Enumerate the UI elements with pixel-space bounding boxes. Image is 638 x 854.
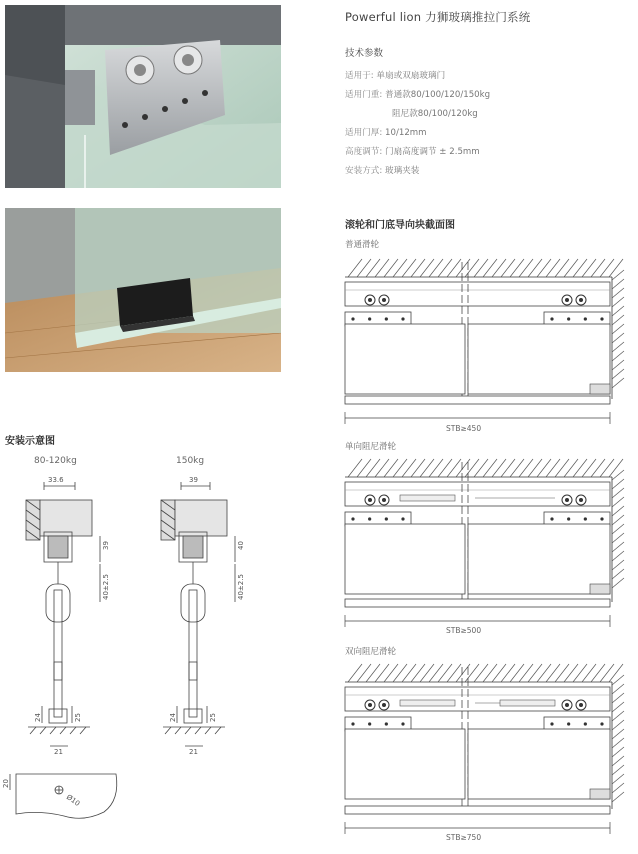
hatch-line: [519, 459, 533, 477]
hatch-line: [612, 578, 624, 588]
hatch-line: [429, 664, 443, 682]
spec-label: 适用于:: [345, 71, 374, 81]
damper-left: [400, 495, 455, 501]
hatch-line: [612, 324, 624, 334]
diagram-label-double-damper: 双向阻尼滑轮: [345, 647, 397, 657]
stopper: [590, 384, 610, 394]
hatch-line: [612, 729, 624, 739]
hatch-line: [564, 459, 578, 477]
install-right-h1: 40: [237, 541, 245, 550]
hatch-line: [612, 783, 624, 793]
hatch-line: [384, 664, 398, 682]
hatch-line: [612, 515, 624, 525]
spec-value: 玻璃夹装: [385, 166, 420, 176]
hatch-line: [483, 459, 497, 477]
floor-strip: [345, 396, 610, 404]
hatch-line: [612, 711, 624, 721]
hatch-line: [366, 664, 380, 682]
screw-dot: [600, 317, 603, 320]
install-weight-right: 150kg: [176, 456, 205, 466]
hatch-line: [528, 459, 542, 477]
hatch-line: [612, 369, 624, 379]
hatch-line: [348, 664, 362, 682]
screw-dot: [385, 517, 388, 520]
stopper: [590, 584, 610, 594]
screw-dot: [550, 722, 553, 725]
screw-dot: [351, 317, 354, 320]
hatch-line: [492, 459, 506, 477]
door-left: [345, 729, 465, 799]
cross-section-diagram-standard: [340, 252, 632, 434]
screw-dot: [401, 517, 404, 520]
screw-dot: [600, 517, 603, 520]
hatch-line: [393, 459, 407, 477]
door-left: [345, 324, 465, 394]
hatch-line: [537, 664, 551, 682]
hatch-line: [612, 792, 624, 802]
hatch-line: [591, 664, 605, 682]
hatch-line: [612, 684, 624, 694]
spec-row-thickness: [345, 126, 427, 138]
spec-value: 阻尼款80/100/120kg: [392, 109, 478, 119]
hatch-line: [384, 259, 398, 277]
floor-guide-photo: [5, 208, 281, 372]
door-right: [468, 729, 610, 799]
screw-dot: [550, 317, 553, 320]
hatch-line: [555, 459, 569, 477]
spec-row-mounting: [345, 164, 419, 176]
hatch-line: [411, 459, 425, 477]
spec-value: 门扇高度调节 ± 2.5mm: [385, 147, 480, 157]
hatch-line: [537, 459, 551, 477]
hatch-line: [528, 664, 542, 682]
hatch-line: [438, 664, 452, 682]
hatch-line: [447, 459, 461, 477]
screw-dot: [550, 517, 553, 520]
hatch-line: [612, 297, 624, 307]
hatch-line: [420, 259, 434, 277]
hatch-line: [609, 664, 623, 682]
diagram-label-standard: 普通滑轮: [345, 240, 380, 250]
hatch-line: [483, 259, 497, 277]
hatch-line: [402, 259, 416, 277]
hatch-line: [375, 664, 389, 682]
hatch-line: [357, 664, 371, 682]
hatch-line: [582, 664, 596, 682]
roller-photo: [5, 5, 281, 188]
hatch-line: [612, 560, 624, 570]
guide-height: 20: [2, 779, 10, 788]
hatch-line: [366, 459, 380, 477]
hatch-line: [600, 259, 614, 277]
hatch-line: [612, 506, 624, 516]
hatch-line: [465, 459, 479, 477]
hatch-line: [546, 664, 560, 682]
hatch-line: [348, 459, 362, 477]
screw-dot: [385, 722, 388, 725]
page-title: Powerful lion 力狮玻璃推拉门系统: [345, 10, 531, 24]
cross-section-diagram-single-damper: [340, 452, 632, 637]
screw-dot: [351, 517, 354, 520]
floor-strip: [345, 806, 610, 814]
hatch-line: [375, 459, 389, 477]
hatch-line: [582, 459, 596, 477]
install-right-b2: 25: [209, 713, 217, 722]
hatch-line: [402, 664, 416, 682]
hatch-line: [612, 569, 624, 579]
hatch-line: [612, 378, 624, 388]
install-right-width: 39: [189, 476, 198, 484]
screw-dot: [584, 517, 587, 520]
screw-dot: [368, 517, 371, 520]
hatch-line: [612, 702, 624, 712]
hatch-line: [501, 459, 515, 477]
hatch-line: [612, 488, 624, 498]
hatch-line: [384, 459, 398, 477]
install-right-bottom: 21: [189, 748, 198, 756]
hatch-line: [612, 342, 624, 352]
hatch-line: [612, 738, 624, 748]
hatch-line: [357, 459, 371, 477]
door-right: [468, 524, 610, 594]
diagram-label-single-damper: 单向阻尼滑轮: [345, 442, 397, 452]
spec-row-applicable: [345, 69, 445, 81]
hatch-line: [537, 259, 551, 277]
hatch-line: [612, 542, 624, 552]
hatch-line: [366, 259, 380, 277]
hatch-line: [612, 333, 624, 343]
hatch-line: [573, 664, 587, 682]
hatch-line: [465, 259, 479, 277]
install-left-b2: 25: [74, 713, 82, 722]
hatch-line: [438, 459, 452, 477]
hatch-line: [501, 259, 515, 277]
install-left-b1: 24: [34, 713, 42, 722]
guide-diameter: Ø10: [64, 793, 82, 808]
hatch-line: [612, 774, 624, 784]
hatch-line: [546, 259, 560, 277]
stopper: [590, 789, 610, 799]
hatch-line: [612, 533, 624, 543]
spec-label: 适用门重:: [345, 90, 383, 100]
screw-dot: [401, 317, 404, 320]
hatch-line: [612, 288, 624, 298]
hatch-line: [519, 664, 533, 682]
hatch-line: [555, 664, 569, 682]
hatch-line: [447, 664, 461, 682]
hatch-line: [609, 259, 623, 277]
install-diagram-left: [20, 472, 120, 754]
hatch-line: [612, 675, 624, 685]
hatch-line: [612, 470, 624, 480]
stb-label-double-damper: STB≥750: [446, 833, 482, 842]
hatch-line: [612, 497, 624, 507]
spec-row-weight-damped: [392, 107, 478, 119]
hatch-line: [612, 270, 624, 280]
hatch-line: [612, 524, 624, 534]
hatch-line: [528, 259, 542, 277]
hatch-line: [612, 693, 624, 703]
screw-dot: [567, 722, 570, 725]
hatch-line: [609, 459, 623, 477]
door-right: [468, 324, 610, 394]
hatch-line: [438, 259, 452, 277]
hatch-line: [429, 459, 443, 477]
door-left: [345, 524, 465, 594]
hatch-line: [429, 259, 443, 277]
hatch-line: [573, 259, 587, 277]
hatch-line: [474, 259, 488, 277]
hatch-line: [600, 664, 614, 682]
screw-dot: [368, 317, 371, 320]
hatch-line: [474, 459, 488, 477]
floor-strip: [345, 599, 610, 607]
screw-dot: [567, 317, 570, 320]
hatch-line: [420, 664, 434, 682]
hatch-line: [420, 459, 434, 477]
hatch-line: [612, 351, 624, 361]
hatch-line: [564, 664, 578, 682]
spec-label: 高度调节:: [345, 147, 383, 157]
hatch-line: [582, 259, 596, 277]
install-left-bottom: 21: [54, 748, 63, 756]
hatch-line: [393, 664, 407, 682]
hatch-line: [555, 259, 569, 277]
hatch-line: [492, 664, 506, 682]
spec-value: 单扇或双扇玻璃门: [376, 71, 446, 81]
specs-heading: 技术参数: [345, 48, 384, 59]
hatch-line: [492, 259, 506, 277]
floor-guide-drawing: [4, 770, 124, 826]
spec-row-weight: [345, 88, 490, 100]
hatch-line: [519, 259, 533, 277]
hatch-line: [483, 664, 497, 682]
hatch-line: [510, 259, 524, 277]
hatch-line: [612, 551, 624, 561]
install-right-adj: 40±2.5: [237, 574, 245, 600]
spec-label: 安装方式:: [345, 166, 383, 176]
install-weight-left: 80-120kg: [34, 456, 77, 466]
hatch-line: [375, 259, 389, 277]
hatch-line: [357, 259, 371, 277]
hatch-line: [510, 664, 524, 682]
screw-dot: [385, 317, 388, 320]
hatch-line: [411, 664, 425, 682]
hatch-line: [411, 259, 425, 277]
hatch-line: [474, 664, 488, 682]
hatch-line: [612, 720, 624, 730]
hatch-line: [402, 459, 416, 477]
hatch-line: [465, 664, 479, 682]
screw-dot: [600, 722, 603, 725]
hatch-line: [612, 747, 624, 757]
spec-row-height-adjust: [345, 145, 480, 157]
hatch-line: [447, 259, 461, 277]
cross-section-diagram-double-damper: [340, 657, 632, 844]
screw-dot: [584, 722, 587, 725]
hatch-line: [612, 479, 624, 489]
install-diagram-right: [155, 472, 255, 754]
screw-dot: [567, 517, 570, 520]
hatch-line: [591, 459, 605, 477]
hatch-line: [501, 664, 515, 682]
install-left-h1: 39: [102, 541, 110, 550]
screw-dot: [368, 722, 371, 725]
hatch-line: [600, 459, 614, 477]
hatch-line: [348, 259, 362, 277]
install-right-b1: 24: [169, 713, 177, 722]
hatch-line: [612, 765, 624, 775]
stb-label-single-damper: STB≥500: [446, 626, 482, 635]
hatch-line: [612, 756, 624, 766]
hatch-line: [612, 360, 624, 370]
hatch-line: [612, 306, 624, 316]
install-left-adj: 40±2.5: [102, 574, 110, 600]
damper-right: [500, 700, 555, 706]
hatch-line: [393, 259, 407, 277]
hatch-line: [573, 459, 587, 477]
cross-section-heading: 滚轮和门底导向块截面图: [345, 220, 455, 231]
install-heading: 安装示意图: [5, 436, 55, 447]
stb-label-standard: STB≥450: [446, 424, 482, 433]
screw-dot: [584, 317, 587, 320]
spec-value: 普通款80/100/120/150kg: [385, 90, 491, 100]
hatch-line: [591, 259, 605, 277]
install-left-width: 33.6: [48, 476, 64, 484]
spec-label: 适用门厚:: [345, 128, 383, 138]
hatch-line: [546, 459, 560, 477]
screw-dot: [401, 722, 404, 725]
hatch-line: [612, 315, 624, 325]
hatch-line: [612, 279, 624, 289]
hatch-line: [564, 259, 578, 277]
screw-dot: [351, 722, 354, 725]
damper-left: [400, 700, 455, 706]
hatch-line: [510, 459, 524, 477]
spec-value: 10/12mm: [385, 128, 427, 138]
